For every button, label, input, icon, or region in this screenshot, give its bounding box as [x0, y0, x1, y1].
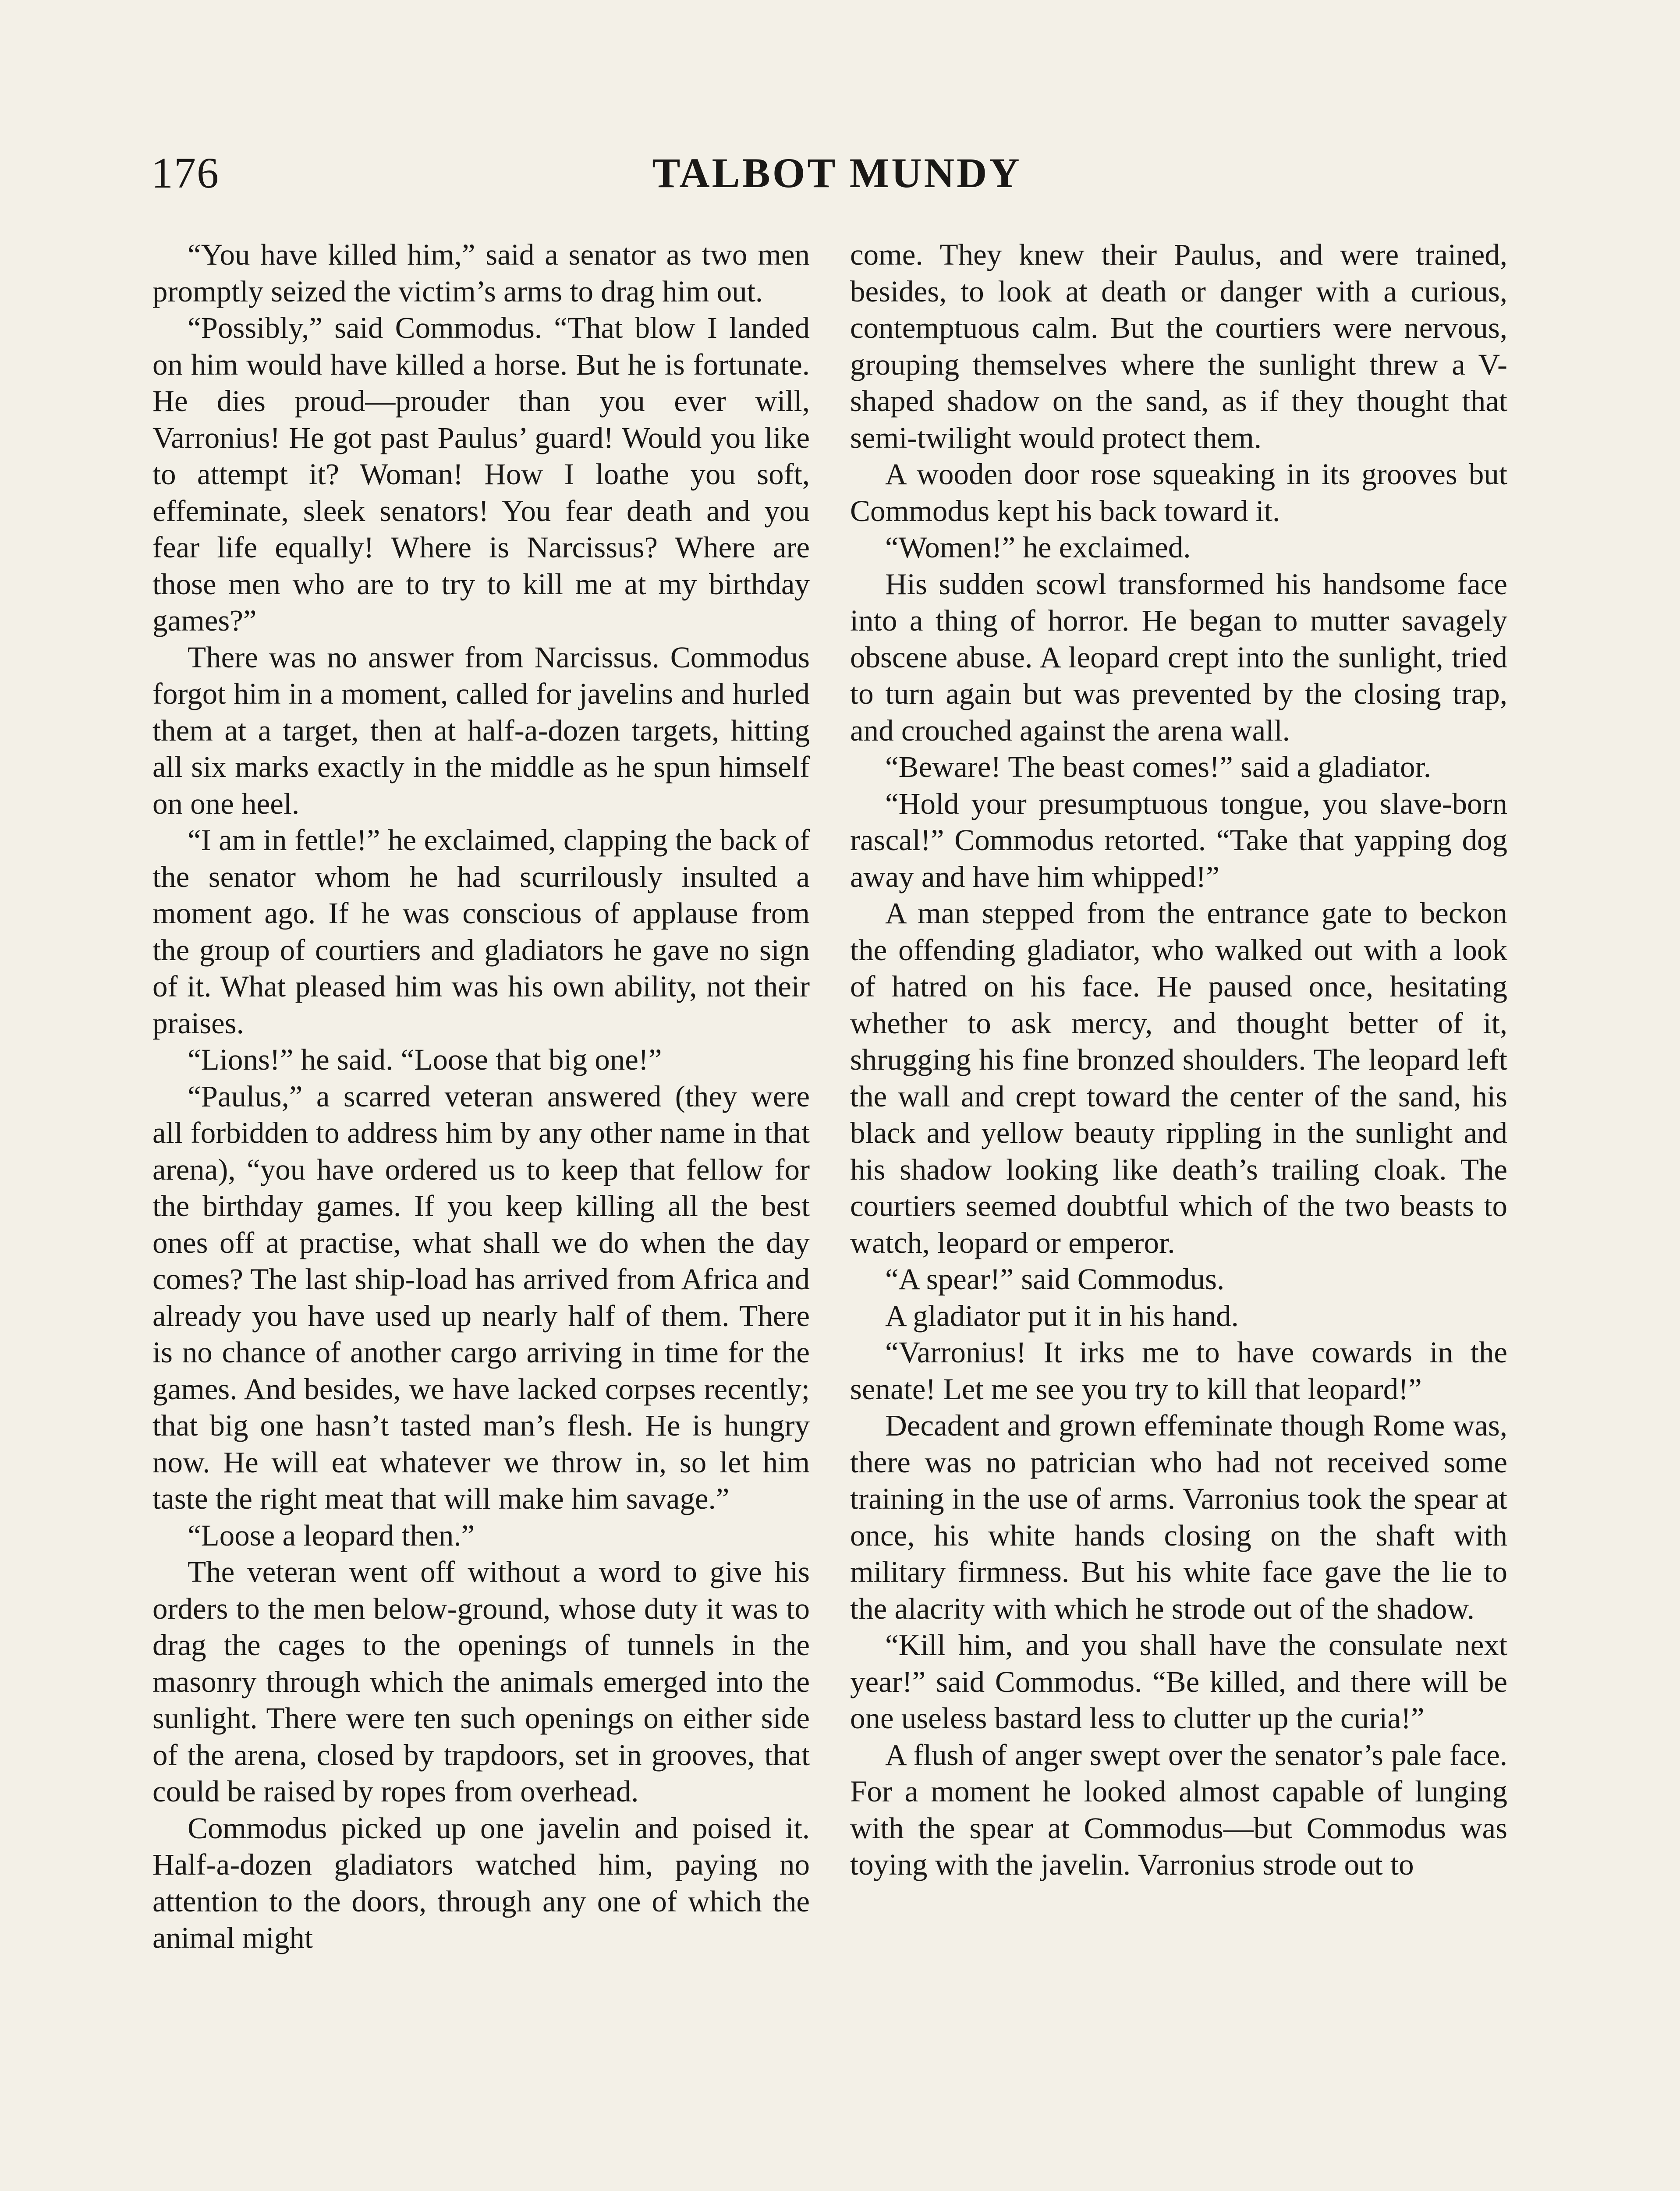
paragraph: “Paulus,” a scarred veteran answered (they were all forbidden to address him by any other name in that arena), “you have ordered us to keep that fellow for the birthday games. If you keep killing all the best ones off at practise, what shall we do when the day comes? The last ship-load has arrived from Africa and already you have used up nearly half of them. There is no chance of another cargo arriving in time for the games. And besides, we have lacked corpses recently; that big one hasn’t tasted man’s flesh. He is hungry now. He will eat whatever we throw in, so let him taste the right meat that will make him savage.”	[152, 1079, 810, 1515]
page-header	[151, 145, 1523, 202]
paragraph: “Varronius! It irks me to have cowards in the senate! Let me see you try to kill that leopard!”	[850, 1336, 1507, 1406]
paragraph: “Possibly,” said Commodus. “That blow I landed on him would have killed a horse. But he is fortunate. He dies proud—prouder than you ever will, Varronius! He got past Paulus’ guard! Would you like to attempt it? Woman! How I loathe you soft, effeminate, sleek senators! You fear death and you fear life equally! Where is Narcissus? Where are those men who are to try to kill me at my birthday games?”	[152, 311, 810, 637]
paragraph: “Loose a leopard then.”	[188, 1518, 475, 1552]
paragraph: A gladiator put it in his hand.	[885, 1299, 1239, 1333]
paragraph: Commodus picked up one javelin and poised it. Half-a-dozen gladiators watched him, paying no attention to the doors, through any one of which the animal might	[152, 1811, 810, 1954]
paragraph: “Hold your presumptuous tongue, you slave-born rascal!” Commodus retorted. “Take that yapping dog away and have him whipped!”	[850, 787, 1507, 893]
paragraph: “Women!” he exclaimed.	[885, 531, 1191, 564]
paragraph: Decadent and grown effeminate though Rome was, there was no patrician who had not received some training in the use of arms. Varronius took the spear at once, his white hands closing on the shaft with military firmness. But his white face gave the lie to the alacrity with which he strode out of the shadow.	[850, 1409, 1507, 1625]
paragraph: “Beware! The beast comes!” said a gladiator.	[885, 750, 1431, 784]
running-head: TALBOT MUNDY	[652, 149, 1022, 196]
paragraph: His sudden scowl transformed his handsome face into a thing of horror. He began to mutter savagely obscene abuse. A leopard crept into the sunlight, tried to turn again but was prevented by the closing trap, and crouched against the arena wall.	[850, 567, 1507, 747]
paragraph: A wooden door rose squeaking in its grooves but Commodus kept his back toward it.	[850, 457, 1507, 528]
paragraph: “You have killed him,” said a senator as two men promptly seized the victim’s arms to drag him out.	[152, 238, 810, 308]
paragraph: “Kill him, and you shall have the consulate next year!” said Commodus. “Be killed, and there will be one useless bastard less to clutter up the curia!”	[850, 1628, 1507, 1735]
left-column	[152, 237, 810, 1957]
paragraph: A flush of anger swept over the senator’s pale face. For a moment he looked almost capable of lunging with the spear at Commodus—but Commodus was toying with the javelin. Varronius strode out to	[850, 1738, 1507, 1881]
page-number: 176	[151, 149, 220, 197]
paragraph: “I am in fettle!” he exclaimed, clapping the back of the senator whom he had scurrilously insulted a moment ago. If he was conscious of applause from the group of courtiers and gladiators he gave no sign of it. What pleased him was his own ability, not their praises.	[152, 823, 810, 1040]
paragraph: The veteran went off without a word to give his orders to the men below-ground, whose duty it was to drag the cages to the openings of tunnels in the masonry through which the animals emerged into the sunlight. There were ten such openings on either side of the arena, closed by trapdoors, set in grooves, that could be raised by ropes from overhead.	[152, 1555, 810, 1808]
paragraph: A man stepped from the entrance gate to beckon the offending gladiator, who walked out with a look of hatred on his face. He paused once, hesitating whether to ask mercy, and thought better of it, shrugging his fine bronzed shoulders. The leopard left the wall and crept toward the center of the sand, his black and yellow beauty rippling in the sunlight and his shadow looking like death’s trailing cloak. The courtiers seemed doubtful which of the two beasts to watch, leopard or emperor.	[850, 897, 1507, 1259]
paragraph: There was no answer from Narcissus. Commodus forgot him in a moment, called for javelins and hurled them at a target, then at half-a-dozen targets, hitting all six marks exactly in the middle as he spun himself on one heel.	[152, 640, 810, 820]
paragraph: “A spear!” said Commodus.	[885, 1262, 1225, 1296]
paragraph: “Lions!” he said. “Loose that big one!”	[188, 1043, 662, 1076]
right-column	[850, 237, 1507, 1883]
continued-paragraph: come. They knew their Paulus, and were trained, besides, to look at death or danger with a curious, contemptuous calm. But the courtiers were nervous, grouping themselves where the sunlight threw a V-shaped shadow on the sand, as if they thought that semi-twilight would protect them.	[850, 238, 1507, 454]
